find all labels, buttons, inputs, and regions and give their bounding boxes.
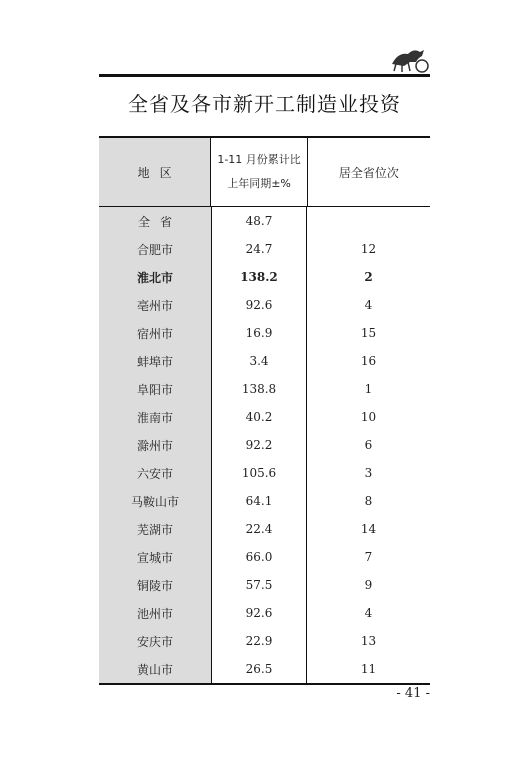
rank-column — [307, 207, 430, 683]
growth-value: 24.7 — [245, 242, 273, 256]
growth-value: 26.5 — [245, 662, 273, 676]
header-growth — [210, 138, 307, 206]
growth-value: 48.7 — [245, 214, 273, 228]
table-body — [99, 207, 430, 683]
growth-value: 22.9 — [245, 634, 273, 648]
rank-value: 6 — [364, 438, 373, 452]
page-title: 全省及各市新开工制造业投资 — [128, 92, 401, 116]
growth-value: 92.2 — [245, 438, 273, 452]
page-number: - 41 - — [396, 686, 430, 701]
rank-value: 13 — [360, 634, 377, 648]
region-name: 滁州市 — [136, 438, 173, 453]
region-name: 合肥市 — [136, 242, 173, 257]
region-name: 六安市 — [136, 466, 173, 481]
region-name: 安庆市 — [136, 634, 173, 649]
header-rank: 居全省位次 — [338, 165, 399, 180]
rank-value: 4 — [364, 298, 373, 312]
growth-value: 3.4 — [249, 354, 269, 368]
region-name: 淮南市 — [136, 410, 173, 425]
rank-value: 1 — [364, 382, 373, 396]
rank-value: 10 — [360, 410, 377, 424]
growth-value: 138.8 — [241, 382, 277, 396]
rank-value — [307, 207, 430, 235]
region-name: 池州市 — [136, 606, 173, 621]
rank-value: 7 — [364, 550, 373, 564]
rank-value: 12 — [360, 242, 377, 256]
growth-value: 66.0 — [245, 550, 273, 564]
region-name: 马鞍山市 — [130, 494, 179, 509]
growth-value: 40.2 — [245, 410, 273, 424]
growth-value: 92.6 — [245, 298, 273, 312]
growth-value: 105.6 — [241, 466, 277, 480]
growth-value: 138.2 — [240, 270, 278, 284]
region-name: 淮北市 — [136, 270, 173, 285]
rank-value: 8 — [364, 494, 373, 508]
header-growth-line1: 1-11 月份累计比 — [217, 153, 301, 166]
region-name: 芜湖市 — [136, 522, 173, 537]
rank-value: 15 — [360, 326, 377, 340]
region-name: 宣城市 — [136, 550, 173, 565]
region-column — [99, 207, 211, 683]
header-rule — [99, 74, 430, 77]
horse-chariot-icon — [388, 44, 432, 74]
region-name: 蚌埠市 — [136, 354, 173, 369]
investment-table — [99, 136, 430, 685]
rank-value: 11 — [360, 662, 377, 676]
region-name: 全省 — [137, 214, 182, 229]
region-name: 亳州市 — [136, 298, 173, 313]
growth-column — [211, 207, 307, 683]
region-name: 铜陵市 — [136, 578, 173, 593]
table-header — [99, 138, 430, 206]
rank-value: 9 — [364, 578, 373, 592]
growth-value: 22.4 — [245, 522, 273, 536]
region-name: 黄山市 — [136, 662, 173, 677]
growth-value: 92.6 — [245, 606, 273, 620]
rank-value: 14 — [360, 522, 377, 536]
rank-value: 3 — [364, 466, 373, 480]
rank-value: 2 — [364, 270, 373, 284]
growth-value: 57.5 — [245, 578, 273, 592]
rank-value: 4 — [364, 606, 373, 620]
region-name: 宿州市 — [136, 326, 173, 341]
header-growth-line2: 上年同期±% — [227, 177, 291, 190]
growth-value: 16.9 — [245, 326, 273, 340]
region-name: 阜阳市 — [136, 382, 173, 397]
rank-value: 16 — [360, 354, 377, 368]
growth-value: 64.1 — [245, 494, 273, 508]
table-bottom-rule — [99, 683, 430, 685]
header-region: 地区 — [99, 138, 210, 206]
